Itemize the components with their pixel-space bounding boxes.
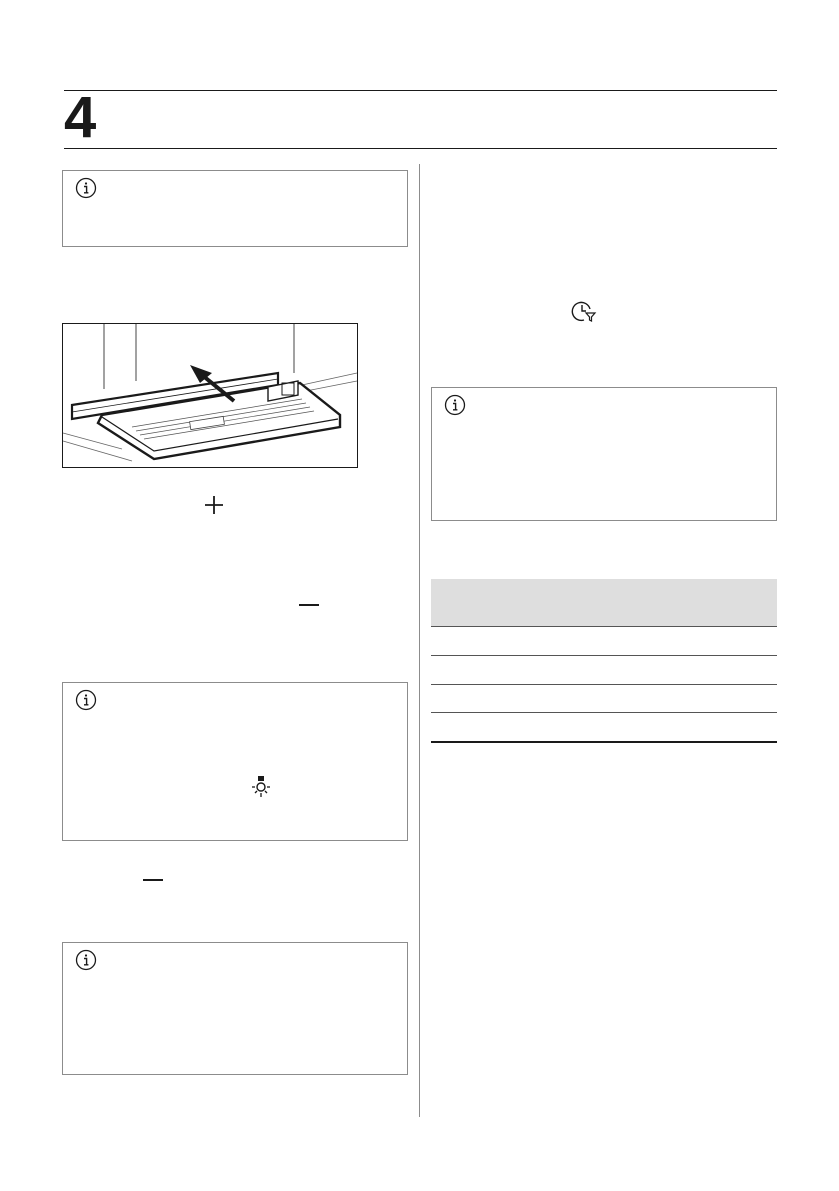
- table-row-divider: [431, 655, 777, 656]
- info-circle-icon: [444, 394, 466, 416]
- light-bulb-icon: [250, 775, 272, 799]
- header-top-rule: [64, 90, 777, 91]
- plus-icon: [204, 495, 224, 515]
- timer-filter-icon: [571, 300, 597, 324]
- info-box-2: [62, 682, 408, 841]
- table-row-divider: [431, 712, 777, 713]
- info-circle-icon: [75, 177, 97, 199]
- header-bottom-rule: [64, 148, 777, 149]
- minus-icon: [298, 602, 320, 608]
- info-box-1: [62, 170, 408, 247]
- info-circle-icon: [75, 949, 97, 971]
- hood-drawer-pull-out-illustration: [62, 323, 358, 468]
- info-circle-icon: [75, 689, 97, 711]
- section-number: 4: [64, 85, 97, 150]
- info-box-3: [62, 942, 408, 1075]
- table-header: [431, 579, 777, 626]
- info-box-4: [431, 387, 777, 521]
- minus-icon: [142, 877, 164, 883]
- column-divider: [419, 164, 420, 1117]
- table-row-divider: [431, 684, 777, 685]
- table-bottom-rule: [431, 741, 777, 743]
- table-row-divider: [431, 626, 777, 627]
